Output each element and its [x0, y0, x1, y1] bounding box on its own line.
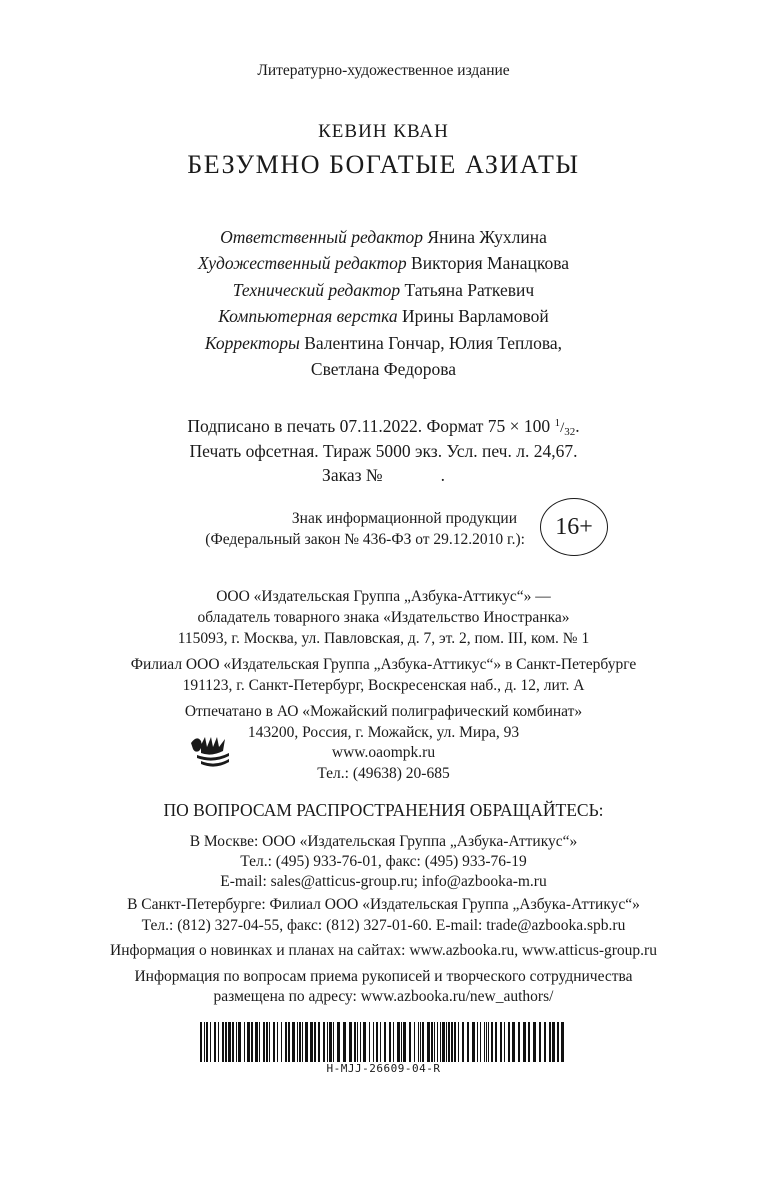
- barcode-bar: [376, 1022, 378, 1062]
- credit-role: Художественный редактор: [197, 253, 407, 273]
- barcode-bar: [557, 1022, 559, 1062]
- order-label: Заказ №: [322, 465, 383, 485]
- print-info-end: .: [575, 416, 580, 436]
- barcode-bar: [259, 1022, 260, 1062]
- barcode-bar: [561, 1022, 564, 1062]
- barcode-bar: [363, 1022, 366, 1062]
- publisher-line-1: ООО «Издательская Группа „Азбука-Аттикус“» —: [216, 588, 551, 605]
- barcode-bar: [393, 1022, 394, 1062]
- publisher-line-3: 115093, г. Москва, ул. Павловская, д. 7, эт. 2, пом. III, ком. № 1: [177, 630, 590, 647]
- credit-name: Ирины Варламовой: [401, 306, 549, 326]
- barcode-bar: [263, 1022, 265, 1062]
- barcode-bar: [238, 1022, 241, 1062]
- barcode-bar: [389, 1022, 391, 1062]
- format-fraction-slash: /: [560, 420, 565, 436]
- barcode-bar: [528, 1022, 530, 1062]
- order-number-line: [0, 465, 767, 486]
- barcode-bar: [318, 1022, 320, 1062]
- printer-line-1: Отпечатано в АО «Можайский полиграфический комбинат»: [184, 703, 583, 720]
- barcode-bar: [222, 1022, 224, 1062]
- barcode-bar: [305, 1022, 308, 1062]
- barcode-bar: [397, 1022, 400, 1062]
- credit-role: Компьютерная верстка: [218, 306, 398, 326]
- barcode-bar: [314, 1022, 316, 1062]
- barcode-bar: [431, 1022, 433, 1062]
- distribution-moscow-3: E-mail: sales@atticus-group.ru; info@azbooka-m.ru: [220, 873, 547, 890]
- distribution-manuscripts-2: размещена по адресу: www.azbooka.ru/new_authors/: [213, 988, 554, 1005]
- barcode-bar: [236, 1022, 237, 1062]
- barcode-bar: [403, 1022, 406, 1062]
- barcode-bar: [480, 1022, 481, 1062]
- barcode-bar: [454, 1022, 456, 1062]
- age-rating-badge: 16+: [540, 498, 608, 556]
- barcode-bar: [477, 1022, 478, 1062]
- barcode-bar: [232, 1022, 234, 1062]
- distribution-moscow-1: В Москве: ООО «Издательская Группа „Азбука-Аттикус“»: [189, 833, 578, 850]
- barcode-bar: [486, 1022, 487, 1062]
- barcode-bar: [200, 1022, 202, 1062]
- barcode-bar: [451, 1022, 453, 1062]
- barcode-bar: [549, 1022, 551, 1062]
- barcode-bar: [539, 1022, 541, 1062]
- barcode-bar: [277, 1022, 278, 1062]
- barcode-bar: [434, 1022, 435, 1062]
- barcode-bar: [214, 1022, 216, 1062]
- barcode-text: H-MJJ-26609-04-R: [326, 1062, 441, 1075]
- barcode-bar: [500, 1022, 502, 1062]
- publisher-line-2: обладатель товарного знака «Издательство Иностранка»: [197, 609, 570, 626]
- barcode-bar: [281, 1022, 282, 1062]
- barcode-bar: [448, 1022, 450, 1062]
- barcode-bar: [247, 1022, 250, 1062]
- credit-name: Татьяна Раткевич: [404, 280, 535, 300]
- barcode-bar: [442, 1022, 445, 1062]
- printer-phone: Тел.: (49638) 20-685: [317, 765, 450, 782]
- credit-name: Валентина Гончар, Юлия Теплова,: [304, 333, 563, 353]
- barcode-bar: [446, 1022, 447, 1062]
- barcode-bar: [533, 1022, 536, 1062]
- book-title: БЕЗУМНО БОГАТЫЕ АЗИАТЫ: [187, 150, 580, 179]
- credit-role: Корректоры: [204, 333, 300, 353]
- barcode-icon: [200, 1022, 564, 1062]
- barcode-bar: [299, 1022, 301, 1062]
- distribution-sites: Информация о новинках и планах на сайтах: www.azbooka.ru, www.atticus-group.ru: [110, 942, 657, 959]
- barcode-bar: [343, 1022, 346, 1062]
- barcode-bar: [360, 1022, 361, 1062]
- barcode-bar: [427, 1022, 430, 1062]
- barcode-bar: [329, 1022, 332, 1062]
- barcode-bar: [504, 1022, 505, 1062]
- branch-line-2: 191123, г. Санкт-Петербург, Воскресенская наб., д. 12, лит. А: [182, 677, 585, 694]
- barcode-bar: [354, 1022, 356, 1062]
- printer-line-2: 143200, Россия, г. Можайск, ул. Мира, 93: [247, 724, 520, 741]
- barcode-bar: [458, 1022, 459, 1062]
- barcode-bar: [225, 1022, 227, 1062]
- format-fraction-denominator: 32: [564, 426, 576, 438]
- barcode-bar: [349, 1022, 352, 1062]
- barcode-bar: [418, 1022, 419, 1062]
- credit-line: [0, 253, 767, 274]
- distribution-manuscripts-1: Информация по вопросам приема рукописей и творческого сотрудничества: [134, 968, 633, 985]
- credit-name: Виктория Манацкова: [411, 253, 570, 273]
- barcode-bar: [333, 1022, 334, 1062]
- barcode-bar: [422, 1022, 424, 1062]
- credit-role: Ответственный редактор: [220, 227, 424, 247]
- barcode-bar: [292, 1022, 295, 1062]
- barcode-bar: [518, 1022, 520, 1062]
- barcode-bar: [337, 1022, 340, 1062]
- branch-line-1: Филиал ООО «Издательская Группа „Азбука-Аттикус“» в Санкт-Петербурге: [130, 656, 637, 673]
- barcode-bar: [369, 1022, 370, 1062]
- distribution-spb-1: В Санкт-Петербурге: Филиал ООО «Издательская Группа „Азбука-Аттикус“»: [127, 896, 640, 913]
- barcode-bar: [384, 1022, 386, 1062]
- barcode-bar: [244, 1022, 245, 1062]
- credit-line: [0, 227, 767, 248]
- barcode-bar: [409, 1022, 411, 1062]
- barcode-bar: [552, 1022, 555, 1062]
- barcode-bar: [255, 1022, 258, 1062]
- barcode-bar: [495, 1022, 497, 1062]
- barcode-bar: [467, 1022, 469, 1062]
- barcode-bar: [357, 1022, 358, 1062]
- order-end: .: [440, 465, 445, 485]
- barcode-bar: [285, 1022, 287, 1062]
- barcode-bar: [523, 1022, 526, 1062]
- barcode-bar: [210, 1022, 211, 1062]
- credit-name: Янина Жухлина: [427, 227, 547, 247]
- distribution-heading: ПО ВОПРОСАМ РАСПРОСТРАНЕНИЯ ОБРАЩАЙТЕСЬ:: [163, 800, 604, 820]
- print-info-line-1: [0, 416, 767, 437]
- barcode-bar: [508, 1022, 510, 1062]
- age-label-line-1: Знак информационной продукции: [291, 510, 517, 527]
- age-label-line-2: (Федеральный закон № 436-ФЗ от 29.12.2010 г.):: [205, 531, 525, 548]
- barcode-bar: [373, 1022, 374, 1062]
- barcode-bar: [323, 1022, 325, 1062]
- barcode-bar: [401, 1022, 402, 1062]
- barcode-bar: [269, 1022, 270, 1062]
- credit-continuation: Светлана Федорова: [310, 359, 457, 379]
- barcode-bar: [512, 1022, 515, 1062]
- barcode-bar: [266, 1022, 268, 1062]
- barcode-bar: [204, 1022, 205, 1062]
- barcode-bar: [218, 1022, 219, 1062]
- barcode-bar: [462, 1022, 464, 1062]
- barcode-bar: [491, 1022, 493, 1062]
- barcode-bar: [437, 1022, 438, 1062]
- barcode-bar: [488, 1022, 489, 1062]
- barcode-bar: [440, 1022, 441, 1062]
- print-info-text: Подписано в печать 07.11.2022. Формат 75 × 100: [187, 416, 555, 436]
- printer-logo-icon: [189, 731, 233, 771]
- barcode-bar: [288, 1022, 290, 1062]
- print-info-line-2: Печать офсетная. Тираж 5000 экз. Усл. печ. л. 24,67.: [189, 441, 578, 461]
- barcode-bar: [251, 1022, 253, 1062]
- credit-line: [0, 333, 767, 354]
- barcode-bar: [297, 1022, 298, 1062]
- barcode-bar: [302, 1022, 303, 1062]
- barcode-bar: [327, 1022, 328, 1062]
- edition-type: Литературно-художественное издание: [257, 62, 510, 79]
- distribution-spb-2: Тел.: (812) 327-04-55, факс: (812) 327-01-60. E-mail: trade@azbooka.spb.ru: [141, 917, 626, 934]
- barcode-bar: [273, 1022, 275, 1062]
- distribution-moscow-2: Тел.: (495) 933-76-01, факс: (495) 933-76-19: [240, 853, 527, 870]
- credit-line: [0, 306, 767, 327]
- barcode-bar: [420, 1022, 421, 1062]
- barcode-bar: [380, 1022, 381, 1062]
- barcode-bar: [414, 1022, 415, 1062]
- barcode-bar: [484, 1022, 485, 1062]
- author-name: КЕВИН КВАН: [318, 121, 449, 142]
- credit-role: Технический редактор: [232, 280, 401, 300]
- printer-website: www.oaompk.ru: [331, 744, 436, 761]
- barcode-bar: [472, 1022, 475, 1062]
- barcode-bar: [544, 1022, 546, 1062]
- format-fraction-numerator: 1: [554, 417, 561, 429]
- barcode-bar: [206, 1022, 208, 1062]
- barcode-bar: [228, 1022, 231, 1062]
- credit-line: [0, 280, 767, 301]
- barcode-bar: [310, 1022, 313, 1062]
